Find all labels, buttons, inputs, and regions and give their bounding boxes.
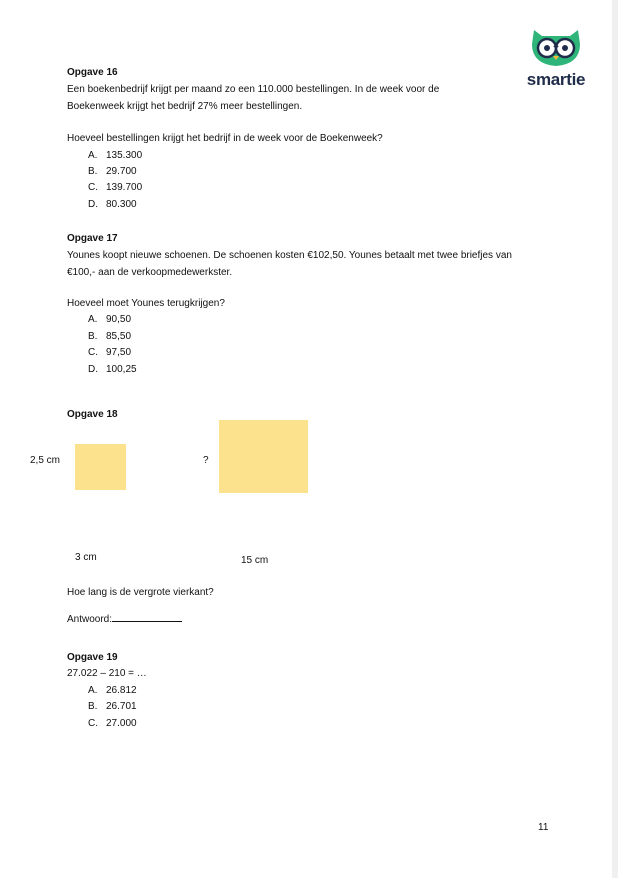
q16-option-d: D. 80.300 [88, 199, 137, 210]
large-square-height-label: ? [203, 455, 209, 466]
page-edge [612, 0, 618, 878]
q16-text-line2: Boekenweek krijgt het bedrijf 27% meer bestellingen. [67, 101, 303, 112]
small-square [75, 444, 126, 490]
q18-question: Hoe lang is de vergrote vierkant? [67, 587, 214, 598]
q19-title: Opgave 19 [67, 652, 118, 663]
q17-option-d: D. 100,25 [88, 364, 137, 375]
large-square [219, 420, 308, 493]
q18-title: Opgave 18 [67, 409, 118, 420]
q17-option-a: A. 90,50 [88, 314, 132, 325]
smartie-logo [520, 24, 592, 94]
q16-question: Hoeveel bestellingen krijgt het bedrijf in de week voor de Boekenweek? [67, 133, 383, 144]
q16-text-line1: Een boekenbedrijf krijgt per maand zo een 110.000 bestellingen. In de week voor de [67, 84, 440, 95]
q19-option-c: C. 27.000 [88, 718, 137, 729]
logo-text: smartie [526, 70, 586, 89]
q18-answer [67, 611, 182, 625]
q17-question: Hoeveel moet Younes terugkrijgen? [67, 298, 225, 309]
q19-expression: 27.022 – 210 = … [67, 668, 147, 679]
owl-icon [520, 24, 592, 70]
q16-title: Opgave 16 [67, 67, 118, 78]
small-square-width-label: 3 cm [75, 552, 97, 563]
answer-label: Antwoord: [67, 614, 113, 625]
q17-text-line2: €100,- aan de verkoopmedewerkster. [67, 267, 233, 278]
q19-option-b: B. 26.701 [88, 701, 137, 712]
large-square-width-label: 15 cm [241, 555, 269, 566]
q17-option-b: B. 85,50 [88, 331, 132, 342]
q19-option-a: A. 26.812 [88, 685, 137, 696]
q16-option-b: B. 29.700 [88, 166, 137, 177]
q17-option-c: C. 97,50 [88, 347, 132, 358]
q16-option-a: A. 135.300 [88, 150, 143, 161]
q17-text-line1: Younes koopt nieuwe schoenen. De schoenen kosten €102,50. Younes betaalt met twee briefjes van [67, 250, 512, 261]
answer-field-line[interactable] [112, 611, 182, 622]
small-square-height-label: 2,5 cm [30, 455, 61, 466]
q16-option-c: C. 139.700 [88, 182, 143, 193]
q17-title: Opgave 17 [67, 233, 118, 244]
page-number: 11 [538, 822, 549, 833]
